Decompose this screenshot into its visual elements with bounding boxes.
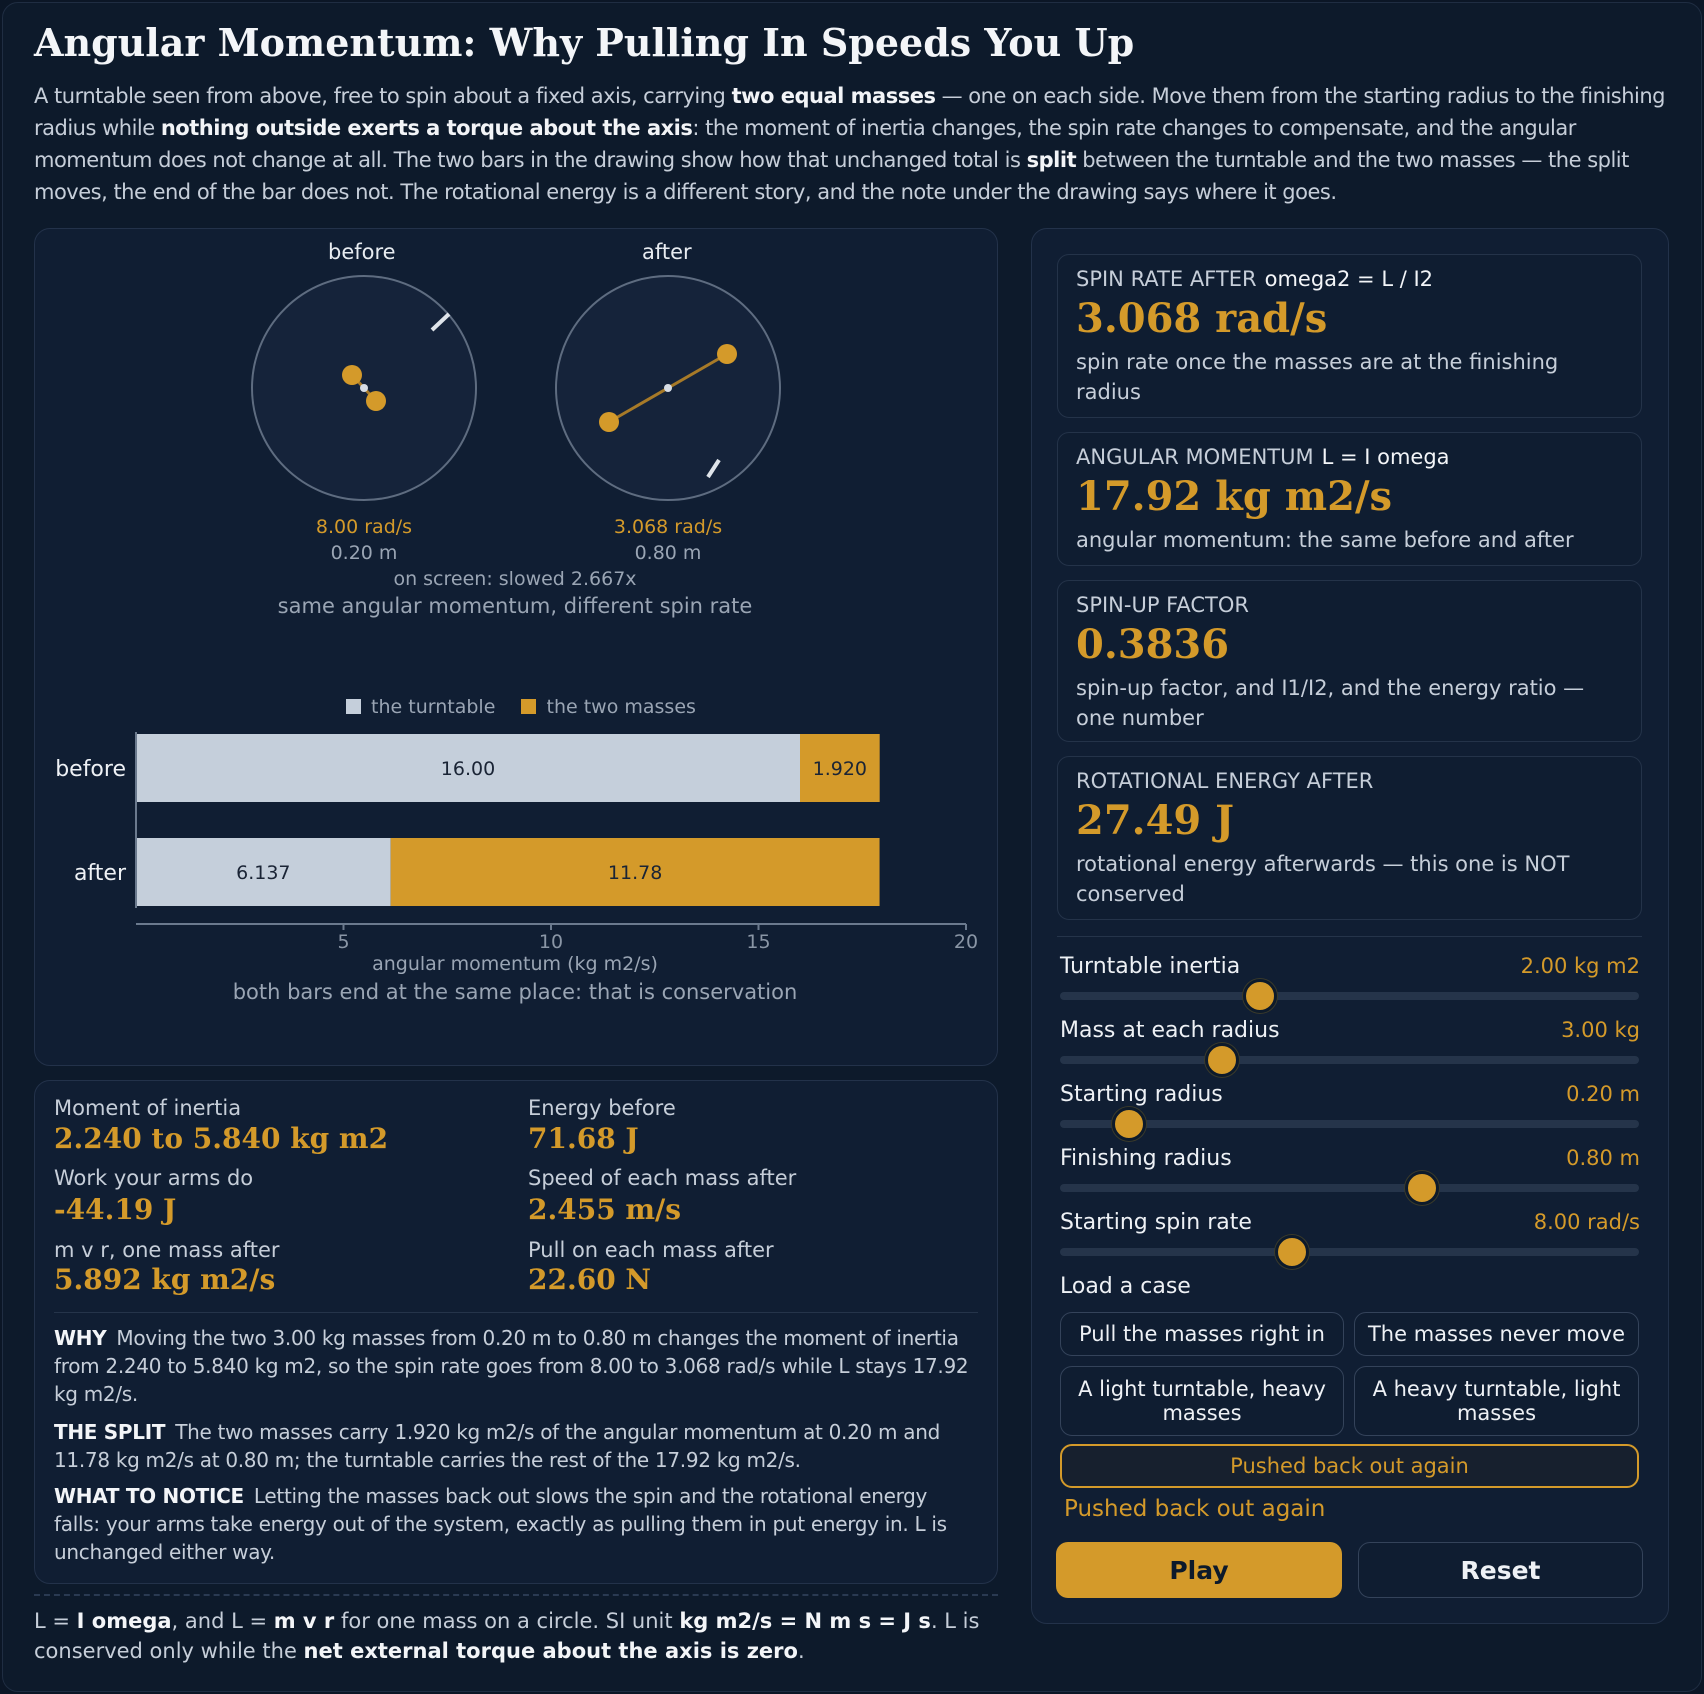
legend-label-turntable: the turntable [371,696,496,718]
after-mass-a [599,412,619,432]
spin-rate-card-desc: spin rate once the masses are at the finishing radius [1076,350,1559,404]
before-mass-b [366,391,386,411]
finishing-radius-label: Finishing radius [1060,1146,1232,1171]
mvr-value: 5.892 kg m2/s [54,1263,276,1296]
before-axis [360,384,368,392]
starting-spin-rate-slider[interactable] [1060,1248,1639,1256]
case-pushed-back-out-button[interactable]: Pushed back out again [1060,1444,1639,1488]
rotational-energy-card-value: 27.49 J [1076,797,1235,844]
controls-divider [1057,936,1642,937]
turntable-drawing [240,268,800,508]
before-turntable-label: before [328,240,396,264]
after-radius: 0.80 m [634,542,702,564]
turntable-inertia-value: 2.00 kg m2 [1520,954,1640,978]
chart-caption: both bars end at the same place: that is conservation [232,980,798,1004]
mass-at-radius-label: Mass at each radius [1060,1018,1280,1043]
x-tick-label-15: 15 [746,931,771,953]
stats-divider [54,1312,978,1313]
bar-category-label-before: before [55,757,126,782]
bar-value-label-before-0: 16.00 [440,758,496,780]
rotational-energy-card [1057,756,1642,920]
after-axis [664,384,672,392]
before-spin-rate: 8.00 rad/s [315,516,413,538]
energy-before-label: Energy before [528,1096,676,1120]
starting-radius-label: Starting radius [1060,1082,1223,1107]
case-pull-masses-in-button[interactable]: Pull the masses right in [1060,1312,1344,1356]
mass-at-radius-slider[interactable] [1060,1056,1639,1064]
finishing-radius-slider[interactable] [1060,1184,1639,1192]
bar-value-label-after-1: 11.78 [607,862,663,884]
turntable-inertia-label: Turntable inertia [1060,954,1241,979]
finishing-radius-value: 0.80 m [1566,1146,1640,1170]
before-mass-a [342,365,362,385]
bar-value-label-before-1: 1.920 [812,758,868,780]
spin-rate-card-value: 3.068 rad/s [1076,295,1328,342]
chart-legend [346,696,696,718]
bar-category-label-after: after [73,861,126,886]
x-tick-label-10: 10 [538,931,564,953]
rotational-energy-card-desc: rotational energy afterwards — this one is NOT conserved [1076,852,1570,906]
speed-value: 2.455 m/s [528,1193,682,1226]
finishing-radius-slider-thumb[interactable] [1405,1171,1439,1205]
before-radius: 0.20 m [330,542,398,564]
play-button[interactable]: Play [1056,1542,1342,1598]
turntable-caption: same angular momentum, different spin rate [277,594,753,618]
spin-up-factor-card [1057,580,1642,742]
split-explanation: THE SPLIT The two masses carry 1.920 kg m2/s of the angular momentum at 0.20 m and 11.78 kg m2/s at 0.80 m; the turntable carries the rest of the 17.92 kg m2/s. [54,1420,940,1472]
spin-up-factor-card-heading: SPIN-UP FACTOR [1076,593,1249,617]
pull-label: Pull on each mass after [528,1238,774,1262]
after-mass-b [717,344,737,364]
bar-value-label-after-0: 6.137 [236,862,291,884]
starting-spin-rate-slider-thumb[interactable] [1275,1235,1309,1269]
mass-at-radius-slider-thumb[interactable] [1205,1043,1239,1077]
page-title: Angular Momentum: Why Pulling In Speeds You Up [34,20,1135,65]
legend-swatch-masses [521,699,536,714]
rotational-energy-card-heading: ROTATIONAL ENERGY AFTER [1076,769,1374,793]
footer-divider [34,1594,998,1596]
notice-explanation: WHAT TO NOTICE Letting the masses back out slows the spin and the rotational energy falls: your arms take energy out of the system, exactly as pulling them in put energy in. L is unchanged either way. [54,1484,947,1564]
pull-value: 22.60 N [528,1263,652,1296]
starting-spin-rate-value: 8.00 rad/s [1533,1210,1640,1234]
case-masses-never-move-button[interactable]: The masses never move [1354,1312,1639,1356]
spin-rate-card [1057,254,1642,418]
after-turntable-label: after [642,240,692,264]
angular-momentum-card [1057,432,1642,566]
case-light-turntable-button[interactable]: A light turntable, heavy masses [1060,1366,1344,1436]
moi-label: Moment of inertia [54,1096,242,1120]
angular-momentum-card-value: 17.92 kg m2/s [1076,473,1393,520]
spin-up-factor-card-desc: spin-up factor, and I1/I2, and the energy ratio — one number [1076,676,1585,730]
case-status-text: Pushed back out again [1064,1496,1326,1522]
spin-up-factor-card-value: 0.3836 [1076,621,1230,668]
why-explanation: WHY Moving the two 3.00 kg masses from 0.20 m to 0.80 m changes the moment of inertia from 2.240 to 5.840 kg m2, so the spin rate goes from 8.00 to 3.068 rad/s while L stays 17.92 kg m2/s. [54,1326,969,1406]
after-spin-rate: 3.068 rad/s [613,516,723,538]
angular-momentum-card-heading: ANGULAR MOMENTUM L = I omega [1076,445,1450,469]
turntable-inertia-slider[interactable] [1060,992,1639,1000]
case-heavy-turntable-button[interactable]: A heavy turntable, light masses [1354,1366,1639,1436]
starting-radius-slider[interactable] [1060,1120,1639,1128]
starting-spin-rate-label: Starting spin rate [1060,1210,1252,1235]
x-tick-label-20: 20 [953,931,979,953]
mvr-label: m v r, one mass after [54,1238,280,1262]
chart-x-axis-label: angular momentum (kg m2/s) [372,953,658,975]
reset-button[interactable]: Reset [1358,1542,1643,1598]
work-label: Work your arms do [54,1166,254,1190]
legend-label-masses: the two masses [546,696,696,718]
intro-paragraph: A turntable seen from above, free to spin about a fixed axis, carrying two equal masses — one on each side. Move them from the starting radius to the finishing radius while nothing outside exerts a torque about the axis: the moment of inertia changes, the spin rate changes to compensate, and the angular momentum does not change at all. The two bars in the drawing show how that unchanged total is split between the turntable and the two masses — the split moves, the end of the bar does not. The rotational energy is a different story, and the note under the drawing says where it goes. [34,84,1665,204]
work-value: -44.19 J [54,1193,177,1226]
legend-swatch-turntable [346,699,361,714]
angular-momentum-card-desc: angular momentum: the same before and after [1076,528,1574,552]
moi-value: 2.240 to 5.840 kg m2 [54,1122,389,1155]
mass-at-radius-value: 3.00 kg [1561,1018,1640,1042]
x-tick-label-5: 5 [337,931,350,953]
footer-note: L = I omega, and L = m v r for one mass on a circle. SI unit kg m2/s = N m s = J s. L is conserved only while the net external torque about the axis is zero. [34,1609,980,1663]
turntable-inertia-slider-thumb[interactable] [1243,979,1277,1013]
load-case-heading: Load a case [1060,1274,1191,1299]
slowed-note: on screen: slowed 2.667x [393,568,637,590]
spin-rate-card-heading: SPIN RATE AFTER omega2 = L / I2 [1076,267,1434,291]
starting-radius-value: 0.20 m [1566,1082,1640,1106]
energy-before-value: 71.68 J [528,1122,639,1155]
speed-label: Speed of each mass after [528,1166,797,1190]
